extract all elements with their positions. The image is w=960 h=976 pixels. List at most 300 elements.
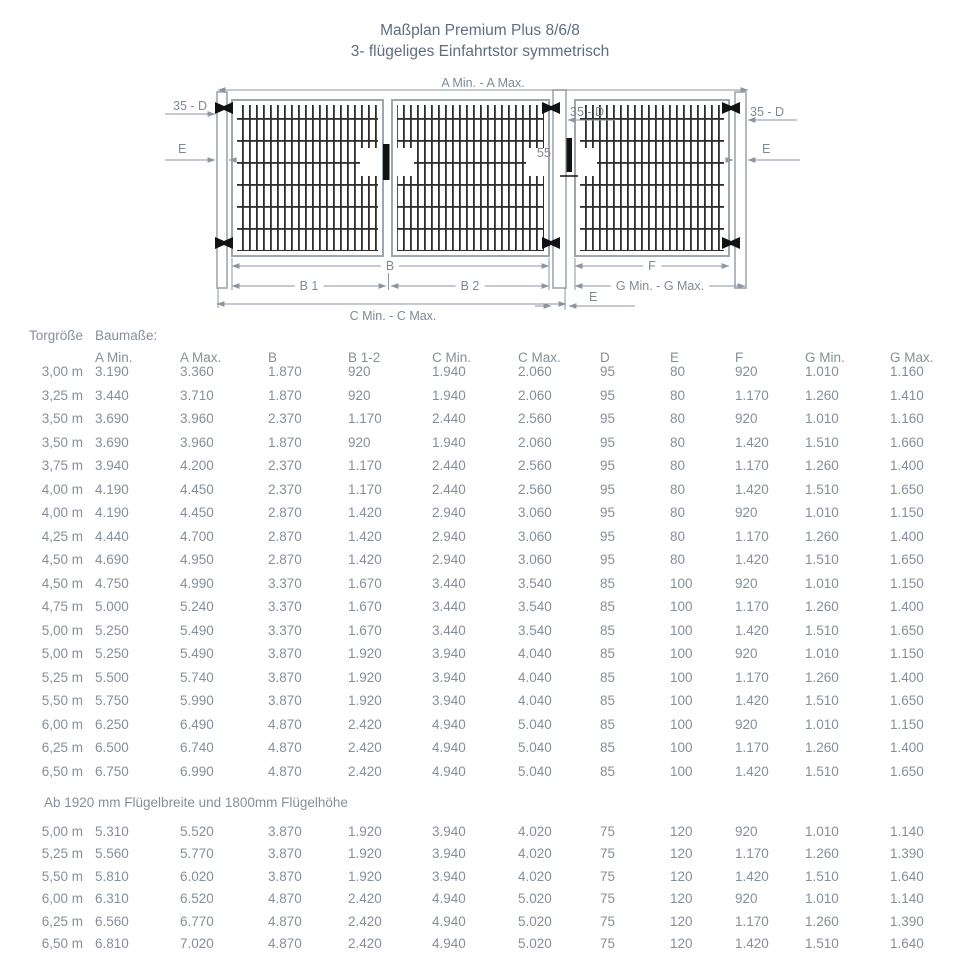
hinge-icon: [722, 102, 740, 114]
drop-bolt-icon: [567, 138, 573, 172]
dimension-cell: 3.690: [95, 411, 129, 427]
middle-post: [553, 90, 566, 288]
dimension-cell: 1.010: [805, 575, 839, 591]
dim-label-b1: B 1: [295, 279, 324, 293]
dimension-cell: 2.420: [348, 936, 382, 952]
dimension-cell: 1.170: [348, 411, 382, 427]
gate-size-cell: 5,25 m: [41, 669, 83, 685]
dimension-cell: 1.510: [805, 434, 839, 450]
dimension-cell: 1.640: [890, 868, 924, 884]
dimension-cell: 1.670: [348, 575, 382, 591]
dimension-cell: 6.990: [180, 763, 214, 779]
gate-size-cell: 3,75 m: [41, 458, 83, 474]
dimension-cell: 85: [600, 716, 616, 732]
dimension-cell: 3.710: [180, 387, 214, 403]
dimension-cell: 1.920: [348, 669, 382, 685]
dimension-cell: 4.990: [180, 575, 214, 591]
gate-size-cell: 3,00 m: [41, 364, 83, 380]
dimension-cell: 1.920: [348, 846, 382, 862]
dimension-cell: 3.870: [268, 846, 302, 862]
dimension-cell: 5.490: [180, 622, 214, 638]
dimension-cell: 80: [670, 528, 686, 544]
dimension-cell: 1.870: [268, 434, 302, 450]
gate-size-cell: 6,25 m: [41, 913, 83, 929]
table-row: [0, 478, 960, 502]
dimension-cell: 3.540: [518, 622, 552, 638]
dim-label-c: C Min. - C Max.: [349, 309, 437, 323]
dimension-cell: 920: [735, 716, 758, 732]
dimension-cell: 80: [670, 458, 686, 474]
dimension-cell: 920: [735, 411, 758, 427]
col-header-baumasse: Baumaße:: [95, 327, 158, 343]
dimension-cell: 3.940: [432, 646, 466, 662]
dimension-cell: 1.420: [735, 434, 769, 450]
dimension-cell: 1.170: [348, 458, 382, 474]
dimension-cell: 80: [670, 411, 686, 427]
dim-label-d-left: 35 - D: [173, 99, 208, 113]
dimension-cell: 1.170: [735, 669, 769, 685]
dimension-cell: 4.040: [518, 693, 552, 709]
wing-2-mesh: [397, 105, 544, 251]
dimension-cell: 3.060: [518, 528, 552, 544]
dimension-cell: 5.770: [180, 846, 214, 862]
dimension-cell: 95: [600, 387, 616, 403]
left-post: [217, 92, 227, 288]
dimension-cell: 1.650: [890, 622, 924, 638]
dimension-cell: 1.160: [890, 411, 924, 427]
dimension-cell: 4.870: [268, 936, 302, 952]
dimension-cell: 3.940: [432, 823, 466, 839]
dimension-cell: 4.940: [432, 936, 466, 952]
dimension-cell: 80: [670, 364, 686, 380]
dimension-cell: 1.260: [805, 669, 839, 685]
dimension-cell: 1.940: [432, 364, 466, 380]
table-row: [0, 595, 960, 619]
dimension-cell: 6.490: [180, 716, 214, 732]
dimension-cell: 5.310: [95, 823, 129, 839]
dimension-cell: 4.020: [518, 846, 552, 862]
hinge-icon: [542, 102, 560, 114]
dim-label-a: A Min. - A Max.: [441, 76, 525, 90]
dimension-cell: 5.250: [95, 646, 129, 662]
dimension-cell: 3.960: [180, 434, 214, 450]
dimension-cell: 100: [670, 622, 693, 638]
dimension-cell: 4.870: [268, 913, 302, 929]
dimension-cell: 1.170: [735, 387, 769, 403]
table-row: [0, 619, 960, 643]
dimension-cell: 4.940: [432, 716, 466, 732]
dim-label-f: F: [643, 259, 661, 273]
table-row: [0, 384, 960, 408]
dimension-cell: 1.510: [805, 693, 839, 709]
dim-label-d-mid: 35 - D: [570, 105, 605, 119]
dimension-cell: 100: [670, 693, 693, 709]
dimension-cell: 3.360: [180, 364, 214, 380]
dim-label-e-bottom: E: [589, 290, 598, 304]
dimension-cell: 1.260: [805, 528, 839, 544]
dimension-cell: 1.650: [890, 763, 924, 779]
dimension-cell: 100: [670, 599, 693, 615]
table-note: Ab 1920 mm Flügelbreite und 1800mm Flügelhöhe: [44, 795, 348, 810]
dimension-cell: 2.940: [432, 505, 466, 521]
dimension-cell: 7.020: [180, 936, 214, 952]
dimension-cell: 1.870: [268, 387, 302, 403]
dimension-cell: 5.250: [95, 622, 129, 638]
dimension-cell: 1.010: [805, 716, 839, 732]
gate-size-cell: 6,50 m: [41, 763, 83, 779]
table-row: [0, 713, 960, 737]
dimension-cell: 2.870: [268, 528, 302, 544]
col-header-g-min: G Min.: [805, 349, 845, 365]
dimension-cell: 1.150: [890, 575, 924, 591]
dimension-cell: 6.770: [180, 913, 214, 929]
dimension-cell: 1.260: [805, 387, 839, 403]
dimension-cell: 920: [735, 891, 758, 907]
table-row: [0, 760, 960, 784]
table-row: [0, 407, 960, 431]
dimension-cell: 3.440: [432, 622, 466, 638]
dimension-cell: 5.040: [518, 763, 552, 779]
dimension-cell: 1.420: [348, 505, 382, 521]
dimension-cell: 2.560: [518, 411, 552, 427]
dimension-cell: 1.420: [735, 763, 769, 779]
dimension-cell: 2.420: [348, 913, 382, 929]
dimension-cell: 4.750: [95, 575, 129, 591]
dimension-cell: 3.370: [268, 622, 302, 638]
dimension-cell: 1.160: [890, 364, 924, 380]
dimension-cell: 2.560: [518, 481, 552, 497]
dimension-cell: 1.260: [805, 846, 839, 862]
dimension-cell: 1.920: [348, 646, 382, 662]
dimension-cell: 920: [735, 646, 758, 662]
dimension-cell: 95: [600, 552, 616, 568]
dimension-cell: 1.940: [432, 434, 466, 450]
dimension-cell: 2.440: [432, 411, 466, 427]
table-row: [0, 572, 960, 596]
dimension-cell: 1.010: [805, 364, 839, 380]
dimension-cell: 1.390: [890, 913, 924, 929]
dimension-cell: 6.750: [95, 763, 129, 779]
dimension-cell: 4.690: [95, 552, 129, 568]
dimension-cell: 2.440: [432, 481, 466, 497]
dimension-cell: 3.870: [268, 693, 302, 709]
dimension-cell: 85: [600, 575, 616, 591]
dimension-cell: 1.170: [735, 528, 769, 544]
dimension-cell: 4.940: [432, 763, 466, 779]
dimension-cell: 1.510: [805, 622, 839, 638]
col-header-d: D: [600, 349, 610, 365]
dimension-cell: 3.440: [432, 575, 466, 591]
dimension-cell: 920: [735, 575, 758, 591]
dimension-cell: 4.200: [180, 458, 214, 474]
dimension-cell: 1.420: [735, 936, 769, 952]
dimension-cell: 120: [670, 913, 693, 929]
dimension-cell: 1.510: [805, 763, 839, 779]
dimension-cell: 5.020: [518, 936, 552, 952]
dimension-cell: 1.510: [805, 552, 839, 568]
dimension-cell: 6.310: [95, 891, 129, 907]
table-row: [0, 910, 960, 933]
dimension-cell: 95: [600, 411, 616, 427]
dimension-cell: 5.520: [180, 823, 214, 839]
dimension-cell: 1.010: [805, 411, 839, 427]
dimension-cell: 2.420: [348, 891, 382, 907]
dimension-cell: 4.040: [518, 646, 552, 662]
dimension-cell: 75: [600, 823, 616, 839]
dim-label-b: B: [381, 259, 399, 273]
dimension-cell: 3.060: [518, 552, 552, 568]
wing-2-lock-notch: [394, 148, 414, 176]
dimension-cell: 1.170: [735, 458, 769, 474]
dimension-cell: 5.000: [95, 599, 129, 615]
dimension-cell: 1.420: [735, 481, 769, 497]
dimension-cell: 4.440: [95, 528, 129, 544]
table-row: [0, 431, 960, 455]
dimension-cell: 5.490: [180, 646, 214, 662]
dimension-cell: 1.140: [890, 823, 924, 839]
dimension-cell: 920: [735, 364, 758, 380]
gate-size-cell: 3,50 m: [41, 411, 83, 427]
dimension-cell: 1.920: [348, 868, 382, 884]
dimension-cell: 2.060: [518, 387, 552, 403]
dimension-cell: 1.410: [890, 387, 924, 403]
dimension-cell: 1.170: [735, 599, 769, 615]
title-line-1: Maßplan Premium Plus 8/6/8: [380, 22, 580, 39]
dimension-cell: 3.370: [268, 575, 302, 591]
dim-label-d-right: 35 - D: [750, 105, 785, 119]
col-header-e: E: [670, 349, 680, 365]
gate-size-cell: 5,25 m: [41, 846, 83, 862]
dimension-cell: 1.010: [805, 823, 839, 839]
dimension-cell: 80: [670, 434, 686, 450]
dimension-cell: 95: [600, 364, 616, 380]
right-post: [735, 92, 746, 288]
dimension-cell: 3.190: [95, 364, 129, 380]
dimension-cell: 5.040: [518, 740, 552, 756]
gate-size-cell: 3,50 m: [41, 434, 83, 450]
dimension-cell: 95: [600, 528, 616, 544]
table-section-2: [0, 820, 960, 955]
dimension-cell: 5.740: [180, 669, 214, 685]
dimension-cell: 2.440: [432, 458, 466, 474]
dimension-cell: 3.940: [432, 846, 466, 862]
dim-label-e-right: E: [762, 142, 771, 156]
dimension-cell: 4.040: [518, 669, 552, 685]
table-row: [0, 666, 960, 690]
dimension-cell: 100: [670, 716, 693, 732]
dimension-cell: 80: [670, 481, 686, 497]
dimension-cell: 75: [600, 891, 616, 907]
gate-size-cell: 5,00 m: [41, 823, 83, 839]
dimension-cell: 920: [348, 434, 371, 450]
dimension-cell: 120: [670, 846, 693, 862]
table-row: [0, 454, 960, 478]
table-row: [0, 548, 960, 572]
gate-size-cell: 6,25 m: [41, 740, 83, 756]
dimension-cell: 4.190: [95, 481, 129, 497]
dim-label-b2: B 2: [456, 279, 485, 293]
dimension-cell: 920: [348, 364, 371, 380]
dimension-cell: 1.420: [735, 552, 769, 568]
dimension-cell: 75: [600, 913, 616, 929]
dimension-cell: 3.440: [432, 599, 466, 615]
dimension-cell: 4.940: [432, 913, 466, 929]
dimension-cell: 1.510: [805, 481, 839, 497]
dimension-cell: 100: [670, 646, 693, 662]
gate-size-cell: 4,25 m: [41, 528, 83, 544]
dimension-cell: 3.940: [432, 693, 466, 709]
dimension-cell: 95: [600, 505, 616, 521]
dimension-cell: 4.940: [432, 740, 466, 756]
col-header-f: F: [735, 349, 744, 365]
col-header-c-max: C Max.: [518, 349, 561, 365]
dimension-cell: 2.060: [518, 364, 552, 380]
table-row: [0, 736, 960, 760]
dimension-cell: 6.520: [180, 891, 214, 907]
table-row: [0, 888, 960, 911]
dimension-cell: 6.020: [180, 868, 214, 884]
dimension-cell: 3.870: [268, 868, 302, 884]
dimension-cell: 3.940: [432, 669, 466, 685]
table-row: [0, 820, 960, 843]
gate-size-cell: 4,50 m: [41, 552, 83, 568]
dimension-cell: 100: [670, 575, 693, 591]
dimension-cell: 1.400: [890, 458, 924, 474]
dimension-cell: 1.420: [735, 622, 769, 638]
gate-size-cell: 4,75 m: [41, 599, 83, 615]
dimension-cell: 920: [735, 823, 758, 839]
hinge-icon: [542, 237, 560, 249]
dimension-cell: 1.150: [890, 716, 924, 732]
dimension-cell: 75: [600, 936, 616, 952]
wing-3-mesh: [580, 105, 724, 251]
dimension-cell: 1.010: [805, 505, 839, 521]
dimension-cell: 5.020: [518, 913, 552, 929]
dimension-cell: 1.510: [805, 936, 839, 952]
table-row: [0, 360, 960, 384]
dimension-cell: 5.750: [95, 693, 129, 709]
dimension-cell: 75: [600, 846, 616, 862]
dimension-cell: 2.420: [348, 716, 382, 732]
col-header-a-max: A Max.: [180, 349, 222, 365]
gap-55-label: 55: [537, 146, 551, 160]
table-header-row-1: [0, 325, 960, 345]
dimension-cell: 100: [670, 740, 693, 756]
dimension-cell: 95: [600, 458, 616, 474]
dimension-cell: 3.060: [518, 505, 552, 521]
dimension-cell: 1.170: [735, 846, 769, 862]
dimension-cell: 1.650: [890, 552, 924, 568]
dimension-cell: 1.010: [805, 646, 839, 662]
gate-size-cell: 6,00 m: [41, 891, 83, 907]
dimension-cell: 95: [600, 434, 616, 450]
dimension-cell: 1.920: [348, 693, 382, 709]
dimension-cell: 5.020: [518, 891, 552, 907]
gate-size-cell: 5,50 m: [41, 868, 83, 884]
dimension-cell: 120: [670, 868, 693, 884]
gate-size-cell: 4,00 m: [41, 505, 83, 521]
dimension-cell: 1.260: [805, 913, 839, 929]
dimension-cell: 100: [670, 669, 693, 685]
dim-label-g: G Min. - G Max.: [611, 279, 709, 293]
dimension-cell: 2.940: [432, 528, 466, 544]
dimension-cell: 4.190: [95, 505, 129, 521]
dimension-cell: 4.870: [268, 891, 302, 907]
table-section-1: [0, 360, 960, 783]
table-row: [0, 843, 960, 866]
dimension-cell: 3.960: [180, 411, 214, 427]
dimension-cell: 5.810: [95, 868, 129, 884]
dimension-cell: 4.020: [518, 823, 552, 839]
dimension-cell: 120: [670, 823, 693, 839]
dimension-cell: 1.870: [268, 364, 302, 380]
dimension-cell: 1.260: [805, 599, 839, 615]
dimension-cell: 100: [670, 763, 693, 779]
dimension-cell: 2.060: [518, 434, 552, 450]
title-line-2: 3- flügeliges Einfahrtstor symmetrisch: [350, 43, 610, 60]
dimension-cell: 95: [600, 481, 616, 497]
dimension-cell: 1.170: [348, 481, 382, 497]
dimension-cell: 5.500: [95, 669, 129, 685]
dimension-cell: 4.940: [432, 891, 466, 907]
dimension-cell: 85: [600, 669, 616, 685]
col-header-g-max: G Max.: [890, 349, 934, 365]
dimension-cell: 2.940: [432, 552, 466, 568]
table-row: [0, 689, 960, 713]
dimension-cell: 6.560: [95, 913, 129, 929]
col-header-b1-2: B 1-2: [348, 349, 381, 365]
dimension-cell: 5.560: [95, 846, 129, 862]
dimension-cell: 4.950: [180, 552, 214, 568]
table-row: [0, 865, 960, 888]
dimension-cell: 2.420: [348, 763, 382, 779]
wing-1-lock-notch: [360, 148, 379, 176]
dimension-cell: 1.670: [348, 622, 382, 638]
dimension-cell: 1.170: [735, 740, 769, 756]
dimension-cell: 1.920: [348, 823, 382, 839]
dimension-cell: 4.450: [180, 505, 214, 521]
dimension-cell: 85: [600, 599, 616, 615]
dimension-cell: 3.940: [432, 868, 466, 884]
dimension-cell: 5.990: [180, 693, 214, 709]
dimension-cell: 4.700: [180, 528, 214, 544]
dimension-cell: 1.650: [890, 481, 924, 497]
dimension-cell: 120: [670, 891, 693, 907]
dimension-cell: 3.540: [518, 575, 552, 591]
dimension-cell: 1.150: [890, 646, 924, 662]
dimension-cell: 1.670: [348, 599, 382, 615]
dimension-cell: 4.870: [268, 763, 302, 779]
dimension-cell: 1.420: [348, 552, 382, 568]
dimension-cell: 3.870: [268, 646, 302, 662]
dimension-cell: 4.020: [518, 868, 552, 884]
dim-label-e-left: E: [178, 142, 187, 156]
dimension-cell: 1.400: [890, 599, 924, 615]
dimension-cell: 80: [670, 505, 686, 521]
dimension-cell: 1.660: [890, 434, 924, 450]
page-title: [0, 20, 960, 62]
dimension-cell: 2.870: [268, 552, 302, 568]
dimension-cell: 920: [348, 387, 371, 403]
dimension-cell: 85: [600, 622, 616, 638]
dimension-cell: 1.510: [805, 868, 839, 884]
dimension-cell: 6.810: [95, 936, 129, 952]
dimension-cell: 3.690: [95, 434, 129, 450]
dimension-cell: 1.260: [805, 458, 839, 474]
dimension-cell: 3.540: [518, 599, 552, 615]
dimension-cell: 85: [600, 763, 616, 779]
dimension-cell: 1.650: [890, 693, 924, 709]
